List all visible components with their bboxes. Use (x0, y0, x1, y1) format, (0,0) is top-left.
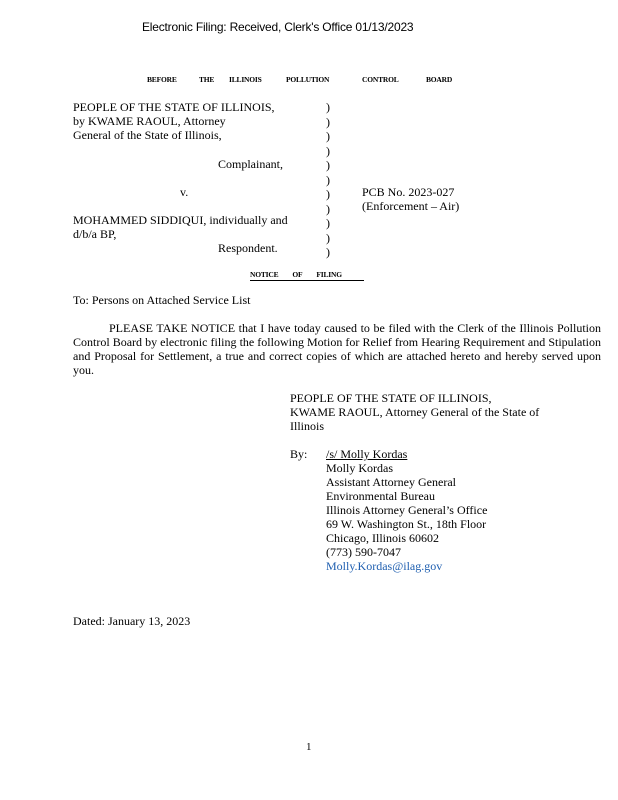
caption-paren: ) (326, 129, 330, 143)
notice-title-word: NOTICE (250, 270, 279, 279)
caption-paren: ) (326, 172, 330, 187)
signature-party: PEOPLE OF THE STATE OF ILLINOIS, (290, 391, 492, 405)
caption-paren: ) (326, 187, 330, 201)
respondent-name: d/b/a BP, (73, 227, 117, 241)
board-heading-word: POLLUTION (286, 75, 330, 84)
notice-title-word: OF (292, 270, 303, 279)
by-label: By: (290, 447, 308, 461)
caption-paren: ) (326, 100, 330, 114)
board-heading-word: ILLINOIS (229, 75, 262, 84)
case-number: PCB No. 2023-027 (362, 185, 455, 199)
service-list-line: To: Persons on Attached Service List (73, 293, 251, 307)
phone-number: (773) 590-7047 (326, 545, 401, 559)
complainant-name: PEOPLE OF THE STATE OF ILLINOIS, (73, 100, 275, 114)
board-heading-word: CONTROL (362, 75, 399, 84)
board-heading-word: BOARD (426, 75, 453, 84)
address-line: 69 W. Washington St., 18th Floor (326, 517, 487, 531)
respondent-role: Respondent. (218, 241, 278, 255)
caption-paren: ) (326, 143, 330, 158)
notice-of-filing-title (250, 270, 364, 281)
email-link[interactable]: Molly.Kordas@ilag.gov (326, 559, 443, 573)
caption-paren: ) (326, 230, 330, 245)
caption-paren: ) (326, 201, 330, 216)
versus-label: v. (180, 185, 189, 199)
electronic-filing-header: Electronic Filing: Received, Clerk's Office 01/13/2023 (142, 20, 414, 34)
signature-party: Illinois (290, 419, 325, 433)
dated-line: Dated: January 13, 2023 (73, 614, 191, 628)
page-number: 1 (306, 741, 312, 753)
notice-paragraph-text: PLEASE TAKE NOTICE that I have today caused to be filed with the Clerk of the Illinois Pollution Control Board by electronic filing the following Motion for Relief from Hearing Requirement and Stipulation and Proposal for Settlement, a true and correct copies of which are attached hereto and hereby served upon you. (73, 321, 601, 377)
caption-paren: ) (326, 158, 330, 172)
caption-paren: ) (326, 114, 330, 129)
signer-name: Molly Kordas (326, 461, 393, 475)
notice-paragraph (73, 321, 601, 377)
electronic-signature: /s/ Molly Kordas (326, 447, 408, 461)
complainant-name: by KWAME RAOUL, Attorney (73, 114, 226, 128)
signature-party: KWAME RAOUL, Attorney General of the State of (290, 405, 540, 419)
signer-office: Illinois Attorney General’s Office (326, 503, 488, 517)
case-type: (Enforcement – Air) (362, 199, 460, 213)
signer-bureau: Environmental Bureau (326, 489, 435, 503)
board-heading-word: THE (199, 75, 215, 84)
address-city: Chicago, Illinois 60602 (326, 531, 439, 545)
respondent-name: MOHAMMED SIDDIQUI, individually and (73, 213, 288, 227)
signer-title: Assistant Attorney General (326, 475, 456, 489)
complainant-name: General of the State of Illinois, (73, 128, 222, 142)
caption-paren: ) (326, 216, 330, 230)
complainant-role: Complainant, (218, 157, 283, 171)
board-heading-word: BEFORE (147, 75, 177, 84)
notice-title-word: FILING (316, 270, 342, 279)
caption-paren: ) (326, 245, 330, 259)
